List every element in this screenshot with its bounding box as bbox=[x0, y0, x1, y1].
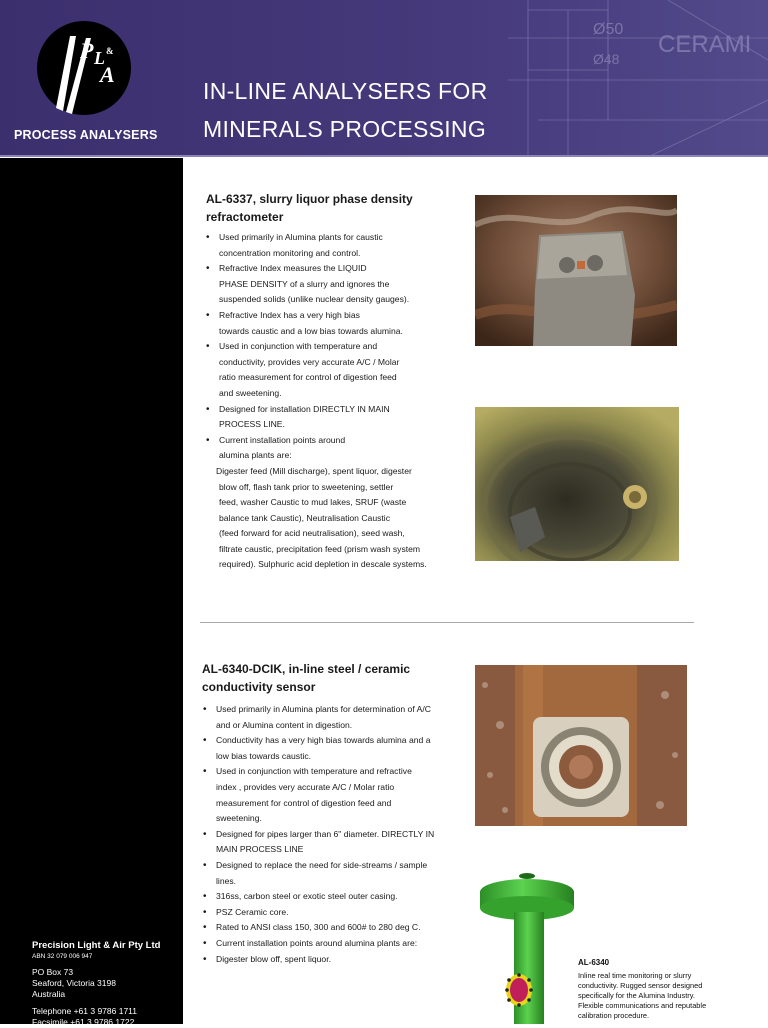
list-item: • Rated to ANSI class 150, 300 and 600# to 280 deg C. bbox=[203, 920, 473, 936]
list-item: • Used primarily in Alumina plants for caustic concentration monitoring and control. bbox=[206, 230, 466, 261]
blueprint-drawing bbox=[508, 0, 768, 157]
sidebar bbox=[0, 158, 183, 1024]
refractometer-photo-1 bbox=[475, 195, 677, 346]
section1-bullet-list bbox=[206, 230, 466, 573]
address-line-1: PO Box 73 bbox=[32, 967, 74, 977]
company-logo bbox=[36, 20, 132, 116]
svg-text:L: L bbox=[94, 48, 105, 68]
svg-text:P: P bbox=[80, 38, 94, 63]
svg-text:A: A bbox=[100, 62, 115, 87]
section1-title bbox=[206, 190, 413, 226]
refractometer-photo-2 bbox=[475, 407, 679, 561]
list-item: • Designed to replace the need for side-streams / sample lines. bbox=[203, 858, 473, 889]
list-item: • Designed for pipes larger than 6" diameter. DIRECTLY IN MAIN PROCESS LINE bbox=[203, 827, 473, 858]
caption-line-4: Flexible communications and reputable bbox=[578, 1001, 707, 1010]
list-item: • Refractive Index measures the LIQUID PHASE DENSITY of a slurry and ignores the suspended solids (unlike nuclear density gauges). bbox=[206, 261, 466, 308]
list-item: • Refractive Index has a very high bias towards caustic and a low bias towards alumina. bbox=[206, 308, 466, 339]
section1-title-line-2: refractometer bbox=[206, 210, 284, 224]
header-divider bbox=[0, 155, 768, 157]
title-line-1: IN-LINE ANALYSERS FOR bbox=[203, 78, 488, 104]
page-title bbox=[203, 72, 488, 148]
company-name: Precision Light & Air Pty Ltd bbox=[32, 940, 161, 951]
abn: ABN 32 079 006 947 bbox=[32, 953, 93, 960]
list-item: • Used primarily in Alumina plants for determination of A/C and or Alumina content in digestion. bbox=[203, 702, 473, 733]
list-item: • PSZ Ceramic core. bbox=[203, 905, 473, 921]
svg-text:&: & bbox=[106, 46, 114, 56]
telephone: Telephone +61 3 9786 1711 bbox=[32, 1006, 138, 1016]
tagline: PROCESS ANALYSERS bbox=[14, 128, 158, 142]
title-line-2: MINERALS PROCESSING bbox=[203, 116, 487, 142]
contact-block bbox=[32, 940, 160, 1028]
section1-title-line-1: AL-6337, slurry liquor phase density bbox=[206, 192, 413, 206]
header-banner bbox=[0, 0, 768, 157]
sensor-caption bbox=[578, 958, 753, 1021]
conductivity-sensor-photo bbox=[475, 665, 687, 826]
list-item: • Designed for installation DIRECTLY IN MAIN PROCESS LINE. bbox=[206, 402, 466, 433]
caption-title: AL-6340 bbox=[578, 958, 610, 967]
caption-line-3: specifically for the Alumina Industry. bbox=[578, 991, 695, 1000]
list-item: • Current installation points around alumina plants are: bbox=[203, 936, 473, 952]
blueprint-label-3: CERAMI bbox=[658, 31, 752, 58]
section2-bullet-list bbox=[203, 702, 473, 967]
list-item: • Current installation points around alumina plants are: Digester feed (Mill discharge), spent liquor, digester blow off, flash tank prior to sweetening, settler feed, washer Caustic to mud lakes, SRUF (waste balance tank Caustic), Neutralisation Caustic (feed forward for acid neutralisation), seed wash, filtrate caustic, precipitation feed (prism wash system required). Sulphuric acid depletion in descale systems. bbox=[206, 433, 466, 573]
al6340-sensor-render bbox=[478, 868, 576, 1024]
address-line-3: Australia bbox=[32, 989, 66, 999]
section2-title bbox=[202, 660, 410, 696]
address-line-2: Seaford, Victoria 3198 bbox=[32, 978, 116, 988]
blueprint-label-2: Ø48 bbox=[593, 51, 620, 67]
list-item: • 316ss, carbon steel or exotic steel outer casing. bbox=[203, 889, 473, 905]
blueprint-label-1: Ø50 bbox=[593, 21, 624, 38]
list-item: • Used in conjunction with temperature and conductivity, provides very accurate A/C / Molar ratio measurement for control of digestion feed and sweetening. bbox=[206, 339, 466, 401]
facsimile: Facsimile +61 3 9786 1722 bbox=[32, 1017, 135, 1027]
list-item: • Digester blow off, spent liquor. bbox=[203, 952, 473, 968]
list-item: • Conductivity has a very high bias towards alumina and a low bias towards caustic. bbox=[203, 733, 473, 764]
caption-line-5: calibration procedure. bbox=[578, 1011, 650, 1020]
section2-title-line-1: AL-6340-DCIK, in-line steel / ceramic bbox=[202, 662, 411, 676]
caption-line-2: conductivity. Rugged sensor designed bbox=[578, 981, 703, 990]
list-item: • Used in conjunction with temperature and refractive index , provides very accurate A/C / Molar ratio measurement for control of digestion feed and sweetening. bbox=[203, 764, 473, 826]
section-divider bbox=[200, 622, 694, 623]
section2-title-line-2: conductivity sensor bbox=[202, 680, 316, 694]
caption-line-1: Inline real time monitoring or slurry bbox=[578, 971, 692, 980]
